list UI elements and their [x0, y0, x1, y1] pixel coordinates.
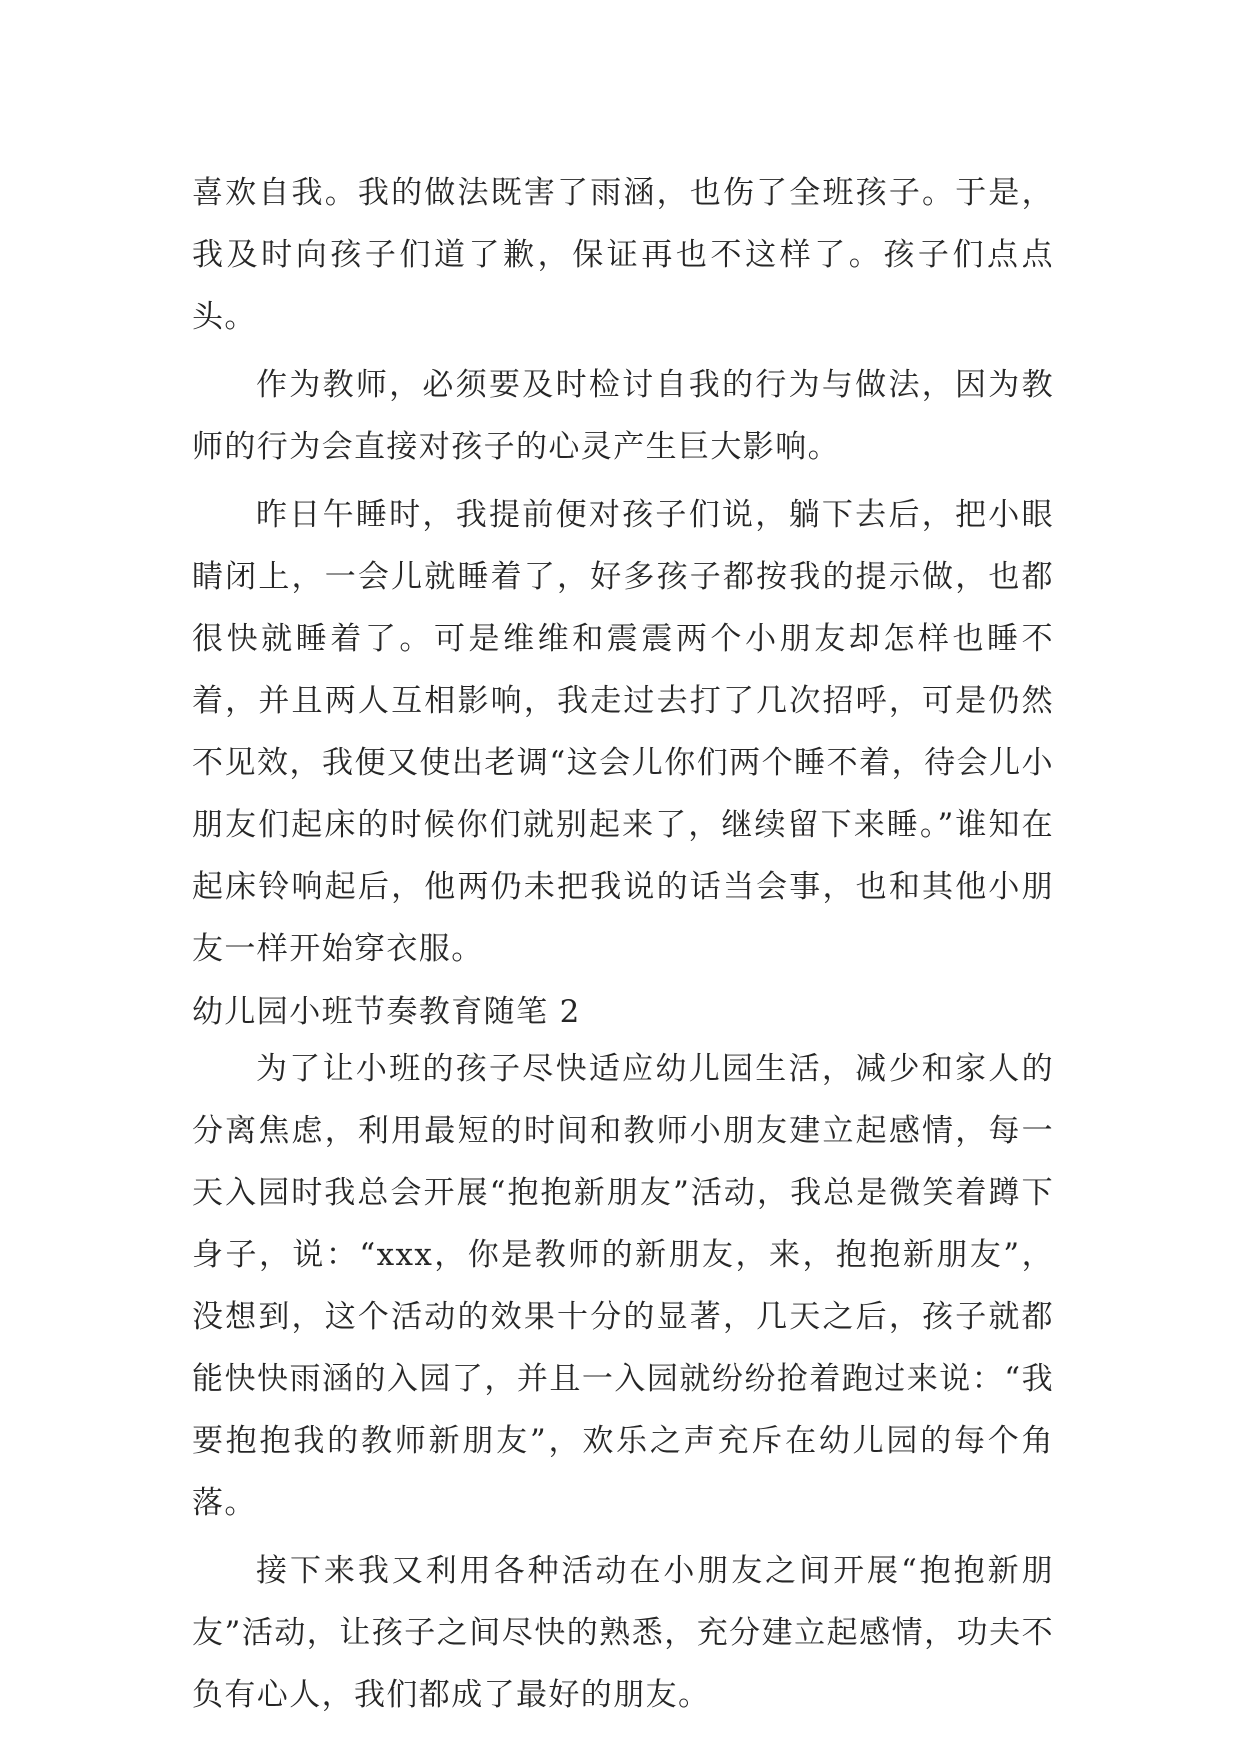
paragraph-teacher-reflection: 作为教师，必须要及时检讨自我的行为与做法，因为教师的行为会直接对孩子的心灵产生巨大影响。 — [192, 367, 1054, 465]
paragraph-continued: 喜欢自我。我的做法既害了雨涵，也伤了全班孩子。于是，我及时向孩子们道了歉，保证再也不这样了。孩子们点点头。 — [192, 175, 1054, 335]
paragraph-conclusion: 接下来我又利用各种活动在小朋友之间开展“抱抱新朋友”活动，让孩子之间尽快的熟悉，充分建立起感情，功夫不负有心人，我们都成了最好的朋友。 — [192, 1553, 1054, 1713]
paragraph-nap-story: 昨日午睡时，我提前便对孩子们说，躺下去后，把小眼睛闭上，一会儿就睡着了，好多孩子都按我的提示做，也都很快就睡着了。可是维维和震震两个小朋友却怎样也睡不着，并且两人互相影响，我走过去打了几次招呼，可是仍然不见效，我便又使出老调“这会儿你们两个睡不着，待会儿小朋友们起床的时候你们就别起来了，继续留下来睡。”谁知在起床铃响起后，他两仍未把我说的话当会事，也和其他小朋友一样开始穿衣服。 — [192, 497, 1054, 967]
paragraph-hug-activity: 为了让小班的孩子尽快适应幼儿园生活，减少和家人的分离焦虑，利用最短的时间和教师小朋友建立起感情，每一天入园时我总会开展“抱抱新朋友”活动，我总是微笑着蹲下身子，说：“xxx，你是教师的新朋友，来，抱抱新朋友”，没想到，这个活动的效果十分的显著，几天之后，孩子就都能快快雨涵的入园了，并且一入园就纷纷抢着跑过来说：“我要抱抱我的教师新朋友”，欢乐之声充斥在幼儿园的每个角落。 — [192, 1051, 1054, 1521]
section-heading: 幼儿园小班节奏教育随笔 2 — [192, 994, 581, 1030]
document-body — [192, 162, 1054, 1732]
